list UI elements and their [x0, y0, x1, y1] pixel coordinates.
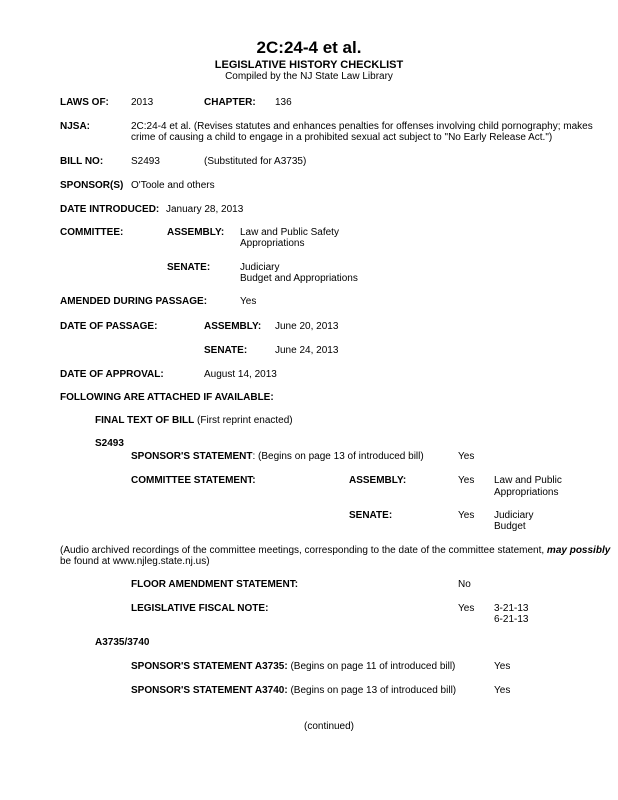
njsa-label: NJSA: [60, 121, 91, 132]
a3740-sponsor-value: Yes [494, 685, 511, 696]
audio-note-pre: (Audio archived recordings of the committee meetings, corresponding to the date of the committee statement, [60, 545, 547, 556]
bill-no-label: BILL NO: [60, 156, 104, 167]
fiscal-note-date-2: 6-21-13 [494, 614, 529, 625]
fiscal-note-date-1: 3-21-13 [494, 603, 529, 614]
passage-senate-label: SENATE: [204, 345, 248, 356]
fiscal-note-value: Yes [458, 603, 475, 614]
final-text-note: (First reprint enacted) [197, 415, 293, 426]
compiled-by: Compiled by the NJ State Law Library [225, 71, 393, 82]
audio-note-line-2: be found at www.njleg.state.nj.us) [60, 556, 210, 567]
njsa-line-2: crime of causing a child to engage in a prohibited sexual act subject to "No Early Release Act.") [131, 132, 553, 143]
final-text-row [95, 415, 293, 427]
s2493-sponsor-value: Yes [458, 451, 475, 462]
laws-of-label: LAWS OF: [60, 97, 109, 108]
bill-no-value: S2493 [131, 156, 160, 167]
s2493-senate-label: SENATE: [349, 510, 393, 521]
s2493-assembly-value: Yes [458, 475, 475, 486]
committee-assembly-1: Law and Public Safety [240, 227, 339, 238]
page-title: 2C:24-4 et al. [256, 38, 362, 57]
s2493-assembly-cmte-2: Appropriations [494, 487, 559, 498]
committee-assembly-label: ASSEMBLY: [167, 227, 225, 238]
s2493-assembly-cmte-1: Law and Public [494, 475, 562, 486]
a3735-sponsor-statement [131, 661, 455, 673]
floor-amendment-value: No [458, 579, 471, 590]
date-of-approval-label: DATE OF APPROVAL: [60, 369, 164, 380]
s2493-senate-cmte-1: Judiciary [494, 510, 534, 521]
sponsors-label: SPONSOR(S) [60, 180, 124, 191]
s2493-sponsor-note: : (Begins on page 13 of introduced bill) [252, 451, 424, 462]
a3735-heading: A3735/3740 [95, 637, 150, 648]
amended-value: Yes [240, 296, 257, 307]
final-text-label: FINAL TEXT OF BILL [95, 415, 195, 426]
njsa-line-1: 2C:24-4 et al. (Revises statutes and enhances penalties for offenses involving child pornography; makes [131, 121, 593, 132]
amended-label: AMENDED DURING PASSAGE: [60, 296, 208, 307]
passage-senate-value: June 24, 2013 [275, 345, 339, 356]
committee-assembly-2: Appropriations [240, 238, 305, 249]
sponsors-value: O'Toole and others [131, 180, 215, 191]
fiscal-note-label: LEGISLATIVE FISCAL NOTE: [131, 603, 269, 614]
date-introduced-label: DATE INTRODUCED: [60, 204, 160, 215]
a3740-sponsor-note: (Begins on page 13 of introduced bill) [287, 685, 457, 696]
audio-note-emph: may possibly [546, 545, 611, 556]
date-introduced-value: January 28, 2013 [166, 204, 244, 215]
s2493-heading: S2493 [95, 438, 124, 449]
bill-no-note: (Substituted for A3735) [204, 156, 307, 167]
continued-note: (continued) [303, 721, 355, 732]
a3740-sponsor-label: SPONSOR'S STATEMENT A3740: [131, 685, 288, 696]
page-subtitle: LEGISLATIVE HISTORY CHECKLIST [214, 59, 404, 71]
committee-senate-label: SENATE: [167, 262, 211, 273]
passage-assembly-value: June 20, 2013 [275, 321, 339, 332]
date-of-approval-value: August 14, 2013 [204, 369, 277, 380]
committee-label: COMMITTEE: [60, 227, 124, 238]
floor-amendment-label: FLOOR AMENDMENT STATEMENT: [131, 579, 299, 590]
committee-senate-1: Judiciary [240, 262, 280, 273]
date-of-passage-label: DATE OF PASSAGE: [60, 321, 158, 332]
chapter-value: 136 [275, 97, 292, 108]
s2493-senate-cmte-2: Budget [494, 521, 526, 532]
s2493-assembly-label: ASSEMBLY: [349, 475, 407, 486]
chapter-label: CHAPTER: [204, 97, 256, 108]
s2493-sponsor-statement [131, 451, 424, 463]
committee-senate-2: Budget and Appropriations [240, 273, 358, 284]
a3735-sponsor-note: (Begins on page 11 of introduced bill) [287, 661, 456, 672]
attached-heading: FOLLOWING ARE ATTACHED IF AVAILABLE: [60, 392, 274, 403]
a3740-sponsor-statement [131, 685, 456, 697]
s2493-senate-value: Yes [458, 510, 475, 521]
a3735-sponsor-value: Yes [494, 661, 511, 672]
a3735-sponsor-label: SPONSOR'S STATEMENT A3735: [131, 661, 288, 672]
s2493-committee-label: COMMITTEE STATEMENT: [131, 475, 256, 486]
passage-assembly-label: ASSEMBLY: [204, 321, 262, 332]
laws-of-value: 2013 [131, 97, 154, 108]
s2493-sponsor-label: SPONSOR'S STATEMENT [131, 451, 253, 462]
